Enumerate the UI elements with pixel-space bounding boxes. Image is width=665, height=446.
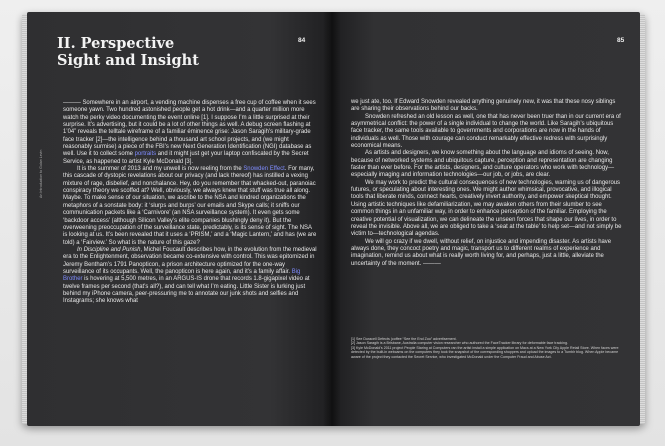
paragraph	[63, 166, 317, 247]
highlighted-term: Snowden Effect	[243, 166, 285, 173]
chapter-title	[57, 35, 199, 69]
right-page	[331, 12, 640, 426]
paragraph	[351, 99, 623, 114]
paragraph	[63, 100, 317, 166]
text-run: It is the summer of 2013 and my unwell is now reeling from the	[77, 166, 244, 173]
footnotes	[351, 337, 623, 359]
footnote: [2] Jason Saragih is a Brisbane, Australia computer vision researcher who authored the FaceTracker library for deformable face tracking.	[351, 341, 568, 346]
paragraph	[351, 114, 623, 151]
text-run: and it might just get your laptop confiscated by the Secret Service, as happened to artist Kyle McDonald [3].	[63, 151, 309, 165]
text-run: we just ate, too. If Edward Snowden revealed anything genuinely new, it was that these nosy siblings are sharing their observations behind our backs.	[351, 99, 616, 113]
open-book	[27, 12, 640, 426]
text-run: We will go crazy if we dwell, without relief, on injustice and impending disaster. As artists have always done, they concoct poetry and magic, transport us to different realms of experience and imagination, remind us about what is really worth living for, and perhaps, just a little, alleviate the uncertainty of the moment. ———	[351, 238, 612, 267]
left-body-text	[63, 100, 317, 306]
page-number-right: 85	[617, 37, 625, 44]
page-edges-right	[640, 14, 645, 424]
page-number-left: 84	[298, 37, 306, 44]
running-side-title: An Introduction to Golan Levin	[39, 149, 43, 198]
text-run: is hovering at 5,500 metres, in an ARGUS-IS drone that records 1.8-gigapixel video at twelve frames per second (that’s all?), and can tell what I’m eating. Little Sister is lurking just behind my iPhone camera, peer-pressuring me to annotate our junk shots and selfies and Instagrams; she knows what	[63, 276, 310, 305]
highlighted-term: portraits	[134, 151, 157, 158]
paragraph	[351, 150, 623, 179]
text-run: In Discipline and Punish	[77, 246, 141, 253]
right-body-text	[351, 99, 623, 268]
footnote: [3] Kyle McDonald’s 2011 project People Staring at Computers ran the artist install a simple application on Macs at a New York City Apple Retail Store. When faces were detected by the built-in webcams on the computers they took the snapshot of the corresponding shoppers and upload the images to a Tumblr blog. When Apple became aware of the project they contacted the Secret Service, who investigated McDonald under the Computer Fraud and Abuse Act.	[351, 345, 619, 359]
chapter-title-line1: II. Perspective	[57, 35, 175, 52]
text-run: . For many, this cascade of dystopic revelations about our privacy (and lack thereof) has instilled a vexing mixture of rage, disbelief, and nonchalance. Hey, do you remember that whacked-out, paranoiac conspiracy theory we scoffed at? Well, obviously, we always knew that stuff was true all along. Maybe. To make sense of our situation, we ascribe to the NSA and kindred organizations the metaphors of a sonstate body: it ‘slurps and burps’ our emails and Skype calls; it sniffs our communication packets like a ‘Carnivore’ (an NSA surveillance system). It even gets some ‘backdoor access’ (although Silicon Valley’s elite companies blushingly deny it). But the overweening preoccupation of the surveillance state, predictably, is its sense of sight. The NSA is looking at us. It’s been revealed that it uses a ‘PRISM,’ and a ‘Magic Lantern,’ and has (we are told) a ‘Fairview.’ So what is the nature of this gaze?	[63, 166, 317, 246]
text-run: ——— Somewhere in an airport, a vending machine dispenses a free cup of coffee when it sees someone yawn. Two hundred astonished people get a hot drink—and a quarter million more watch the perky video documenting the event online [1]. I suppose I’m a little surprised at their surprise. It’s advertising, but it could be a lot of other things as well. A debug screen flashing at 1’04” reveals the telltale wireframe of a familiar éminence grise: Jason Saragih’s military-grade face tracker [2]—the intelligence behind a thousand art school projects, and (we might reasonably surmise) a piece of the FBI’s new Next Generation Identification (NGI) database as well. Use it to collect some	[63, 100, 316, 158]
paragraph	[63, 247, 317, 306]
footnote: [1] See Duracell Defects (coffee “See the End Zoo” advertisement.	[351, 337, 457, 341]
highlighted-term: Big Brother	[63, 268, 301, 283]
text-run: , Michel Foucault describes how, in the evolution from the medieval era to the Enlightenment, observation became co-extensive with control. This was epitomized in Jeremy Bentham’s 1791 Panopticon, a prison architecture optimized for the one-way surveillance of its occupants. Well, the panopticon is here again, and it’s a family affair.	[63, 246, 317, 275]
paragraph	[351, 180, 623, 239]
chapter-title-line2: Sight and Insight	[57, 52, 199, 69]
paragraph	[351, 239, 623, 268]
text-run: We may work to predict the cultural consequences of new technologies, warning us of dangerous futures, or speculating about interesting ones. We might author whimsical, provocative, and illogical tools that liberate minds, connect hearts, creatively invert authority, and empower skeptical thought. Using artistic techniques like defamiliarization, we may awaken others from their slumber to see common things in an unfamiliar way, in order to enhance perception of the familiar. Employing the creative potential of visualization, we can delineate the unseen forces that shape our lives, in order to reveal the invisible. Above all, we are obliged to take a ‘seat at the table’ to help set—and not simply be victim to—technological agendas.	[351, 179, 622, 238]
text-run: Snowden refreshed an old lesson as well, one that has never been truer than in our current era of asymmetrical conflict: the power of a single individual to change the world. Like Saragih’s ubiquitous face tracker, the same tools available to governments and corporations are now in the hands of individuals as well. Those with courage can conduct remarkably effective redress with surprisingly economical means.	[351, 113, 621, 150]
text-run: As artists and designers, we know something about the language and idioms of seeing. Now, because of networked systems and ubiquitous capture, perception and representation are changing faster than ever before. For the artists, designers, and culture operators who work with technology—especially imaging and information technologies—our job, or jobs, are clear.	[351, 150, 615, 179]
left-page	[27, 12, 331, 426]
